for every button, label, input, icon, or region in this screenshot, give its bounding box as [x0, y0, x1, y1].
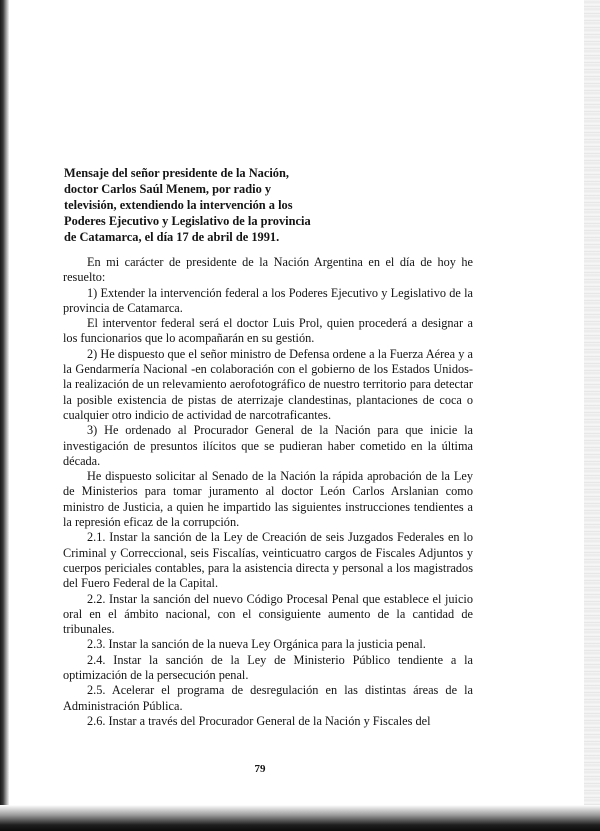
paragraph: 2.3. Instar la sanción de la nueva Ley Orgánica para la justicia penal.: [87, 637, 426, 652]
scan-shadow-bottom: [0, 805, 600, 831]
title-line: de Catamarca, el día 17 de abril de 1991.: [64, 230, 280, 244]
page-number: 79: [254, 763, 266, 775]
paragraph: 2.6. Instar a través del Procurador General de la Nación y Fiscales del: [87, 713, 431, 728]
paragraph: El interventor federal será el doctor Luis Prol, quien procederá a designar a los funcionarios que lo acompañarán en su gestión.: [63, 316, 473, 346]
paragraph: 2) He dispuesto que el señor ministro de Defensa ordene a la Fuerza Aérea y a la Gendarmería Nacional -en colaboración con el gobierno de los Estados Unidos- la realización de un relevamiento aerofotográfico de nuestro territorio para detectar la posible existencia de pistas de aterrizaje clandestinas, plantaciones de coca o cualquier otro indicio de actividad de narcotraficantes.: [63, 346, 473, 422]
paragraph: He dispuesto solicitar al Senado de la Nación la rápida aprobación de la Ley de Ministerios para tomar juramento al doctor León Carlos Arslanian como ministro de Justicia, a quien he impartido las siguientes instrucciones tendientes a la represión eficaz de la corrupción.: [63, 469, 473, 530]
paragraph: En mi carácter de presidente de la Nación Argentina en el día de hoy he resuelto:: [63, 255, 473, 285]
title-line: Poderes Ejecutivo y Legislativo de la provincia: [64, 214, 311, 228]
paragraph: 2.2. Instar la sanción del nuevo Código Procesal Penal que establece el juicio oral en el ámbito nacional, con el consiguiente aumento de la cantidad de tribunales.: [63, 591, 473, 637]
paragraph: 2.4. Instar la sanción de la Ley de Ministerio Público tendiente a la optimización de la persecución penal.: [63, 652, 473, 683]
document-body: [63, 255, 473, 729]
paragraph: 2.5. Acelerar el programa de desregulación en las distintas áreas de la Administración Pública.: [63, 683, 473, 713]
scan-shadow-right: [584, 0, 600, 831]
title-line: doctor Carlos Saúl Menem, por radio y: [64, 182, 272, 196]
scan-shadow-left: [0, 0, 9, 831]
paragraph: 1) Extender la intervención federal a los Poderes Ejecutivo y Legislativo de la provincia de Catamarca.: [63, 285, 473, 315]
paragraph: 2.1. Instar la sanción de la Ley de Creación de seis Juzgados Federales en lo Criminal y Correccional, seis Fiscalías, veinticuatro cargos de Fiscales Adjuntos y cuerpos periciales contables, para la asistencia directa y personal a los magistrados del Fuero Federal de la Capital.: [63, 530, 473, 591]
paragraph: 3) He ordenado al Procurador General de la Nación para que inicie la investigación de presuntos ilícitos que se pudieran haber cometido en la última década.: [63, 423, 473, 468]
title-line: Mensaje del señor presidente de la Nación,: [64, 166, 289, 180]
document-title: [64, 165, 364, 245]
title-line: televisión, extendiendo la intervención a los: [64, 198, 293, 212]
